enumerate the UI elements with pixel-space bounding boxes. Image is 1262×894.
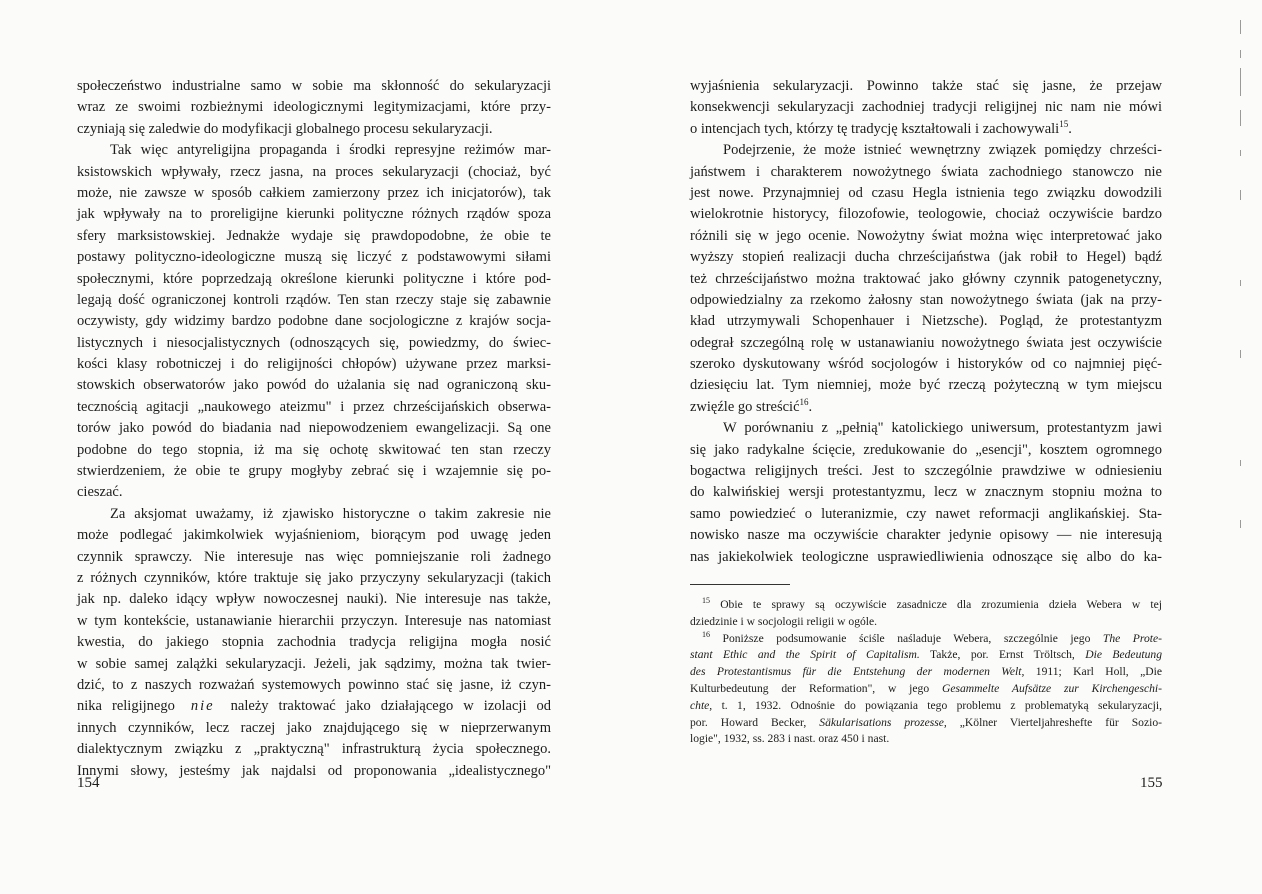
text-line: Tak więc antyreligijna propaganda i środki represyjne reżimów mar-: [110, 142, 551, 159]
text-line: odegrał szczególną rolę w ustanawianiu nowożytnego świata jest oczywiście: [690, 334, 1162, 351]
text-line: społecznymi, które poprzedzają określone kierunki polityczne i które pod-: [77, 270, 551, 287]
text-line: nowisko nasze ma oczywiście charakter jedynie opisowy — nie interesują: [690, 527, 1162, 544]
text-line: się jako radykalne ścięcie, zredukowanie do „esencji", kosztem ogromnego: [690, 441, 1162, 458]
text-run: o intencjach tych, którzy tę tradycję kształtowali i zachowywali: [690, 120, 1060, 137]
footnote-ref: 15: [1059, 118, 1069, 129]
footnote-number: 15: [702, 596, 710, 606]
text-run: nika religijnego: [77, 698, 175, 715]
text-line: samo powiedzieć o luteranizmie, czy nawet reformacji anglikańskiej. Sta-: [690, 505, 1162, 522]
text-line: [77, 696, 551, 717]
text-line: do kalwińskiej wersji protestantyzmu, lecz w znacznym stopniu można to: [690, 484, 1162, 501]
footnote-line: [690, 715, 1162, 732]
text-line: z różnych czynników, które traktuje się jako przyczyny sekularyzacji (takich: [77, 569, 551, 586]
footnote-text: Obie te sprawy są oczywiście zasadnicze dla zrozumienia dzieła Webera w tej: [720, 597, 1162, 611]
book-title: des Protestantismus für die Entstehung der modernen Welt,: [690, 665, 1025, 679]
text-line: kład utrzymywali Schopenhauer i Nietzsche). Pogląd, że protestantyzm: [690, 313, 1162, 330]
text-line: innych czynników, lecz raczej jako znajdującego się w nieprzerwanym: [77, 719, 551, 736]
scan-mark: [1240, 460, 1241, 466]
text-line: społeczeństwo industrialne samo w sobie ma skłonność do sekularyzacji: [77, 78, 551, 94]
footnote-text: Także, por. Ernst Tröltsch,: [929, 648, 1075, 662]
text-line: wraz ze swoimi rozbieżnymi ideologicznymi legitymizacjami, które przy-: [77, 99, 551, 116]
book-title: stant Ethic and the Spirit of Capitalism.: [690, 648, 920, 662]
footnote-text: Poniższe podsumowanie ściśle naśladuje Webera, szczególnie jego: [722, 631, 1091, 645]
footnote-text: por. Howard Becker,: [690, 715, 807, 729]
scan-mark: [1240, 520, 1241, 528]
text-line: odpowiedzialny za rzekomo żałosny stan nowożytnego świata (jak na przy-: [690, 291, 1162, 308]
text-line: legają dość ograniczonej kontroli rządów. Ten stan rzeczy staje się zabawnie: [77, 291, 551, 308]
footnote-line: logie", 1932, ss. 283 i nast. oraz 450 i nast.: [690, 732, 890, 746]
footnote-line: [690, 698, 1162, 715]
footnote-text: Kulturbedeutung der Reformation", w jego: [690, 681, 930, 695]
scan-mark: [1240, 190, 1241, 200]
book-title: Säkularisations prozesse,: [819, 715, 947, 729]
text-line: oczywisty, gdy widzimy bardzo podobne dane socjologiczne z krajów socja-: [77, 313, 551, 330]
footnote-line: [690, 647, 1162, 664]
text-run: .: [1068, 120, 1072, 137]
text-line: wyjaśnienia sekularyzacji. Powinno także stać się jasne, że przejaw: [690, 78, 1162, 94]
footnote-line: [690, 664, 1162, 681]
footnote-text: t. 1, 1932. Odnośnie do powiązania tego problemu z problematyką sekularyzacji,: [721, 698, 1162, 712]
text-line: dzić, to z naszych rozważań systemowych powinno stać się jasne, iż czyn-: [77, 676, 551, 693]
text-line: jaństwem i charakterem nowożytnego świata zachodniego stanowczo nie: [690, 163, 1162, 180]
footnote-number: 16: [702, 629, 710, 639]
text-line: bogactwa religijnych treści. Jest to szczególnie prawdziwe w odniesieniu: [690, 463, 1162, 480]
text-line: czynnik sprawczy. Nie interesuje nas więc pomniejszanie roli żadnego: [77, 548, 551, 565]
footnote-line: [690, 681, 1162, 698]
text-line: Za aksjomat uważamy, iż zjawisko historyczne o takim zakresie nie: [110, 505, 551, 522]
scan-mark: [1240, 50, 1241, 58]
scan-mark: [1240, 350, 1241, 358]
text-line: może, nie zawsze w sposób całkiem zamierzony przez ich inicjatorów), tak: [77, 184, 551, 201]
text-line: różnili się w jego ocenie. Nowożytny świat można więc interpretować jako: [690, 227, 1162, 244]
text-line: stowskich obserwatorów jako powód do użalania się nad ograniczoną sku-: [77, 377, 551, 394]
text-line: nas jakiekolwiek teologiczne usprawiedliwienia odnoszące się albo do ka-: [690, 548, 1162, 565]
spaced-emphasis: nie: [190, 698, 215, 715]
footnote-line: [690, 631, 1162, 648]
scan-mark: [1240, 150, 1241, 156]
footnote-text: 1911; Karl Holl, „Die: [1035, 665, 1163, 679]
scan-mark: [1240, 68, 1241, 96]
scan-mark: [1240, 110, 1241, 126]
text-line: tecznością agitacji „naukowego ateizmu" i przez chrześcijańskich obserwa-: [77, 398, 551, 415]
text-line: postawy polityczno-ideologiczne muszą się liczyć z podstawowymi siłami: [77, 249, 551, 266]
text-line: podobne do tego stopnia, iż ma się ochotę skwitować ten stan rzeczy: [77, 441, 551, 458]
text-run: należy traktować jako działającego w izolacji od: [230, 698, 552, 715]
text-line: też chrześcijaństwo można traktować jako główny czynnik patogenetyczny,: [690, 270, 1162, 287]
page-number-left: 154: [77, 775, 100, 791]
scan-mark: [1240, 20, 1241, 34]
scan-mark: [1240, 280, 1241, 286]
text-line: Podejrzenie, że może istnieć wewnętrzny związek pomiędzy chrześci-: [723, 142, 1162, 159]
text-line: kości klasy robotniczej i do religijności chłopów) używane przez marksi-: [77, 356, 551, 373]
text-line: jak np. daleko idący wpływ nowoczesnej nauki). Nie interesuje nas także,: [77, 591, 551, 608]
text-line: kwestia, do jakiego stopnia zachodnia tradycja religijna mogła nosić: [77, 634, 551, 651]
text-line: torów jako powód do biadania nad niepowodzeniem ewangelizacji. Są one: [77, 420, 551, 437]
text-line: w sobie samej zalążki sekularyzacji. Jeżeli, jak sądzimy, można tak twier-: [77, 655, 551, 672]
book-title: The Prote-: [1102, 631, 1162, 645]
footnotes: [690, 597, 1162, 748]
text-line: sfery marksistowskiej. Jednakże wydaje się prawdopodobne, że obie te: [77, 227, 551, 244]
text-line: [690, 397, 1162, 418]
text-line: może podlegać jakimkolwiek wyjaśnieniom, biorącym pod uwagę jeden: [77, 527, 551, 544]
book-title: chte,: [690, 698, 713, 712]
text-line: listycznych i niesocjalistycznych (odnoszących się, powiedzmy, do świec-: [77, 334, 551, 351]
text-line: wyższy stopień realizacji ducha chrześcijaństwa (jak robił to Hegel) bądź: [690, 249, 1162, 266]
text-line: jak wpływały na to proreligijne kierunki polityczne różnych rządów spoza: [77, 206, 551, 223]
text-line: szeroko dyskutowany wśród socjologów i historyków od co najmniej pięć-: [690, 356, 1162, 373]
footnote-ref: 16: [799, 397, 809, 408]
text-line: wielokrotnie historycy, filozofowie, teologowie, chociaż oczywiście bardzo: [690, 206, 1162, 223]
text-run: zwięźle go streścić: [690, 398, 800, 415]
scan-edge-marks: [1238, 20, 1244, 540]
footnote-line: [690, 597, 1162, 614]
text-line: jest nowe. Przynajmniej od czasu Hegla istnienia tego związku dowodzili: [690, 184, 1162, 201]
footnote-line: dziedzinie i w socjologii religii w ogóle.: [690, 614, 878, 628]
footnote-divider: [690, 584, 790, 585]
book-title: Gesammelte Aufsätze zur Kirchengeschi-: [941, 681, 1162, 695]
right-page: [690, 76, 1162, 748]
text-line: Innymi słowy, jesteśmy jak najdalsi od proponowania „idealistycznego": [77, 762, 551, 779]
text-line: ksistowskich wpływały, rzecz jasna, na proces sekularyzacji (chociaż, być: [77, 163, 551, 180]
page-number-right: 155: [1140, 775, 1163, 791]
text-line: stwierdzeniem, że obie te grupy mogłyby zebrać się i wzajemnie się po-: [77, 463, 551, 480]
left-page: [77, 76, 551, 782]
text-line: [690, 119, 1162, 140]
book-title: Die Bedeutung: [1085, 648, 1162, 662]
text-run: .: [808, 398, 813, 415]
text-line: czyniają się zaledwie do modyfikacji globalnego procesu sekularyzacji.: [77, 120, 493, 137]
text-line: dialektycznym związku z „praktyczną" infrastrukturą życia społecznego.: [77, 741, 551, 758]
text-line: w tym kontekście, ustanawianie hierarchii przyczyn. Interesuje nas natomiast: [77, 612, 551, 629]
footnote-text: „Kölner Vierteljahreshefte für Sozio-: [959, 715, 1162, 729]
text-line: W porównaniu z „pełnią" katolickiego uniwersum, protestantyzm jawi: [723, 420, 1162, 437]
text-line: konsekwencji sekularyzacji zachodniej tradycji religijnej nic nam nie mówi: [690, 99, 1162, 116]
text-line: cieszać.: [77, 484, 123, 501]
text-line: dziesięciu lat. Tym niemniej, może być rzeczą pożyteczną w tym miejscu: [690, 377, 1162, 394]
